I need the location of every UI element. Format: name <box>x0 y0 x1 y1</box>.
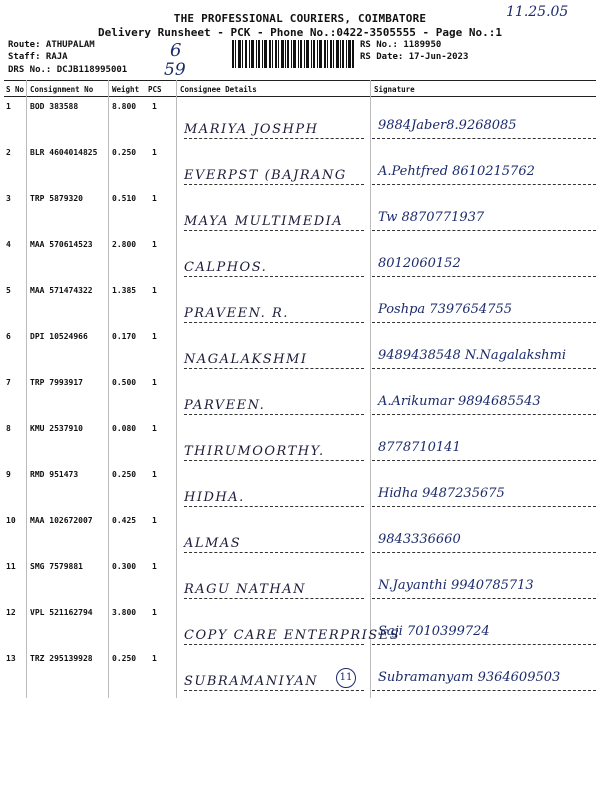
row-sno: 2 <box>6 148 11 157</box>
row-weight: 0.250 <box>112 470 137 479</box>
row-pcs: 1 <box>152 608 157 617</box>
row-weight: 0.425 <box>112 516 137 525</box>
row-pcs: 1 <box>152 562 157 571</box>
row-weight: 0.250 <box>112 148 137 157</box>
row-sno: 7 <box>6 378 11 387</box>
col-signature: Signature <box>374 85 415 94</box>
row-weight: 0.170 <box>112 332 137 341</box>
signature-underline <box>372 598 596 599</box>
consignee-underline <box>184 184 364 185</box>
col-consignment: Consignment No <box>30 85 94 94</box>
row-sno: 11 <box>6 562 16 571</box>
row-consignee: NAGALAKSHMI <box>184 352 308 367</box>
consignee-underline <box>184 414 364 415</box>
company-title: THE PROFESSIONAL COURIERS, COIMBATORE <box>173 12 427 25</box>
row-sno: 8 <box>6 424 11 433</box>
row-sno: 6 <box>6 332 11 341</box>
col-sno: S No <box>6 85 25 94</box>
row-sno: 9 <box>6 470 11 479</box>
row-consignment: MAA 571474322 <box>30 286 93 295</box>
signature-underline <box>372 184 596 185</box>
divider-consignment <box>108 80 109 698</box>
row-consignee: COPY CARE ENTERPRISES <box>184 628 401 643</box>
row-pcs: 1 <box>152 470 157 479</box>
row-consignee: MARIYA JOSHPH <box>184 122 319 137</box>
row-signature: 9884Jaber8.9268085 <box>378 118 517 133</box>
row-pcs: 1 <box>152 148 157 157</box>
row-consignee: RAGU NATHAN <box>184 582 306 597</box>
row-consignment: TRP 7993917 <box>30 378 83 387</box>
row-consignee: CALPHOS. <box>184 260 268 275</box>
row-consignment: BOD 383588 <box>30 102 79 111</box>
divider-consignee <box>370 80 371 698</box>
row-consignment: BLR 4604014825 <box>30 148 98 157</box>
row-consignment: RMD 951473 <box>30 470 79 479</box>
row-pcs: 1 <box>152 194 157 203</box>
row-consignee: MAYA MULTIMEDIA <box>184 214 344 229</box>
signature-underline <box>372 368 596 369</box>
row-consignment: TRZ 295139928 <box>30 654 93 663</box>
consignee-underline <box>184 460 364 461</box>
row-consignment: DPI 10524966 <box>30 332 88 341</box>
row-pcs: 1 <box>152 516 157 525</box>
col-consignee: Consignee Details <box>180 85 257 94</box>
row-signature: 9489438548 N.Nagalakshmi <box>378 348 567 363</box>
row-consignee: HIDHA. <box>184 490 245 505</box>
row-pcs: 1 <box>152 424 157 433</box>
row-signature: A.Arikumar 9894685543 <box>378 394 541 409</box>
row-weight: 0.080 <box>112 424 137 433</box>
signature-underline <box>372 414 596 415</box>
row-consignee: ALMAS <box>184 536 242 551</box>
signature-underline <box>372 552 596 553</box>
signature-underline <box>372 322 596 323</box>
rs-date: RS Date: 17-Jun-2023 <box>360 52 469 62</box>
divider-sno <box>26 80 27 698</box>
table-header-border <box>4 96 596 97</box>
row-pcs: 1 <box>152 240 157 249</box>
consignee-underline <box>184 506 364 507</box>
consignee-underline <box>184 230 364 231</box>
consignee-underline <box>184 368 364 369</box>
row-consignee: PRAVEEN. R. <box>184 306 289 321</box>
row-sno: 4 <box>6 240 11 249</box>
row-sno: 10 <box>6 516 16 525</box>
row-signature: A.Pehtfred 8610215762 <box>378 164 535 179</box>
row-signature: Subramanyam 9364609503 <box>378 670 561 685</box>
table-top-border <box>4 80 596 81</box>
row-consignee: SUBRAMANIYAN <box>184 674 319 689</box>
row-weight: 0.510 <box>112 194 137 203</box>
signature-underline <box>372 506 596 507</box>
row-signature: Hidha 9487235675 <box>378 486 505 501</box>
row-sno: 3 <box>6 194 11 203</box>
row-circled-note: 11 <box>336 668 356 688</box>
row-consignment: VPL 521162794 <box>30 608 93 617</box>
staff-label: Staff: RAJA <box>8 52 68 62</box>
signature-underline <box>372 690 596 691</box>
signature-underline <box>372 230 596 231</box>
handwritten-count-2: 59 <box>164 60 186 80</box>
route-label: Route: ATHUPALAM <box>8 40 95 50</box>
row-weight: 0.250 <box>112 654 137 663</box>
row-pcs: 1 <box>152 332 157 341</box>
barcode-image <box>232 40 354 68</box>
row-pcs: 1 <box>152 378 157 387</box>
row-weight: 8.800 <box>112 102 137 111</box>
row-weight: 0.300 <box>112 562 137 571</box>
consignee-underline <box>184 276 364 277</box>
row-consignment: KMU 2537910 <box>30 424 83 433</box>
row-consignee: PARVEEN. <box>184 398 266 413</box>
row-weight: 1.385 <box>112 286 137 295</box>
row-signature: Tw 8870771937 <box>378 210 485 225</box>
row-sno: 12 <box>6 608 16 617</box>
consignee-underline <box>184 552 364 553</box>
rs-number: RS No.: 1189950 <box>360 40 442 50</box>
row-weight: 3.800 <box>112 608 137 617</box>
signature-underline <box>372 644 596 645</box>
row-consignment: SMG 7579881 <box>30 562 83 571</box>
handwritten-time: 11.25.05 <box>506 4 569 20</box>
col-weight: Weight <box>112 85 140 94</box>
consignee-underline <box>184 644 364 645</box>
consignee-underline <box>184 322 364 323</box>
row-pcs: 1 <box>152 102 157 111</box>
consignee-underline <box>184 598 364 599</box>
row-signature: 8012060152 <box>378 256 461 271</box>
row-pcs: 1 <box>152 654 157 663</box>
drs-number: DRS No.: DCJB118995001 <box>8 65 128 75</box>
runsheet-subtitle: Delivery Runsheet - PCK - Phone No.:0422-3505555 - Page No.:1 <box>98 26 502 39</box>
row-signature: 8778710141 <box>378 440 461 455</box>
col-pcs: PCS <box>148 85 162 94</box>
row-signature: Saji 7010399724 <box>378 624 490 639</box>
signature-underline <box>372 138 596 139</box>
row-pcs: 1 <box>152 286 157 295</box>
row-consignment: TRP 5879320 <box>30 194 83 203</box>
row-weight: 0.500 <box>112 378 137 387</box>
row-signature: Poshpa 7397654755 <box>378 302 513 317</box>
divider-pcs <box>176 80 177 698</box>
consignee-underline <box>184 138 364 139</box>
row-consignment: MAA 570614523 <box>30 240 93 249</box>
row-sno: 1 <box>6 102 11 111</box>
row-sno: 13 <box>6 654 16 663</box>
row-consignee: THIRUMOORTHY. <box>184 444 325 459</box>
signature-underline <box>372 276 596 277</box>
row-signature: 9843336660 <box>378 532 461 547</box>
row-consignment: MAA 102672007 <box>30 516 93 525</box>
handwritten-count-1: 6 <box>170 40 182 61</box>
consignee-underline <box>184 690 364 691</box>
row-weight: 2.800 <box>112 240 137 249</box>
row-signature: N.Jayanthi 9940785713 <box>378 578 534 593</box>
row-consignee: EVERPST (BAJRANG <box>184 168 347 183</box>
row-sno: 5 <box>6 286 11 295</box>
signature-underline <box>372 460 596 461</box>
